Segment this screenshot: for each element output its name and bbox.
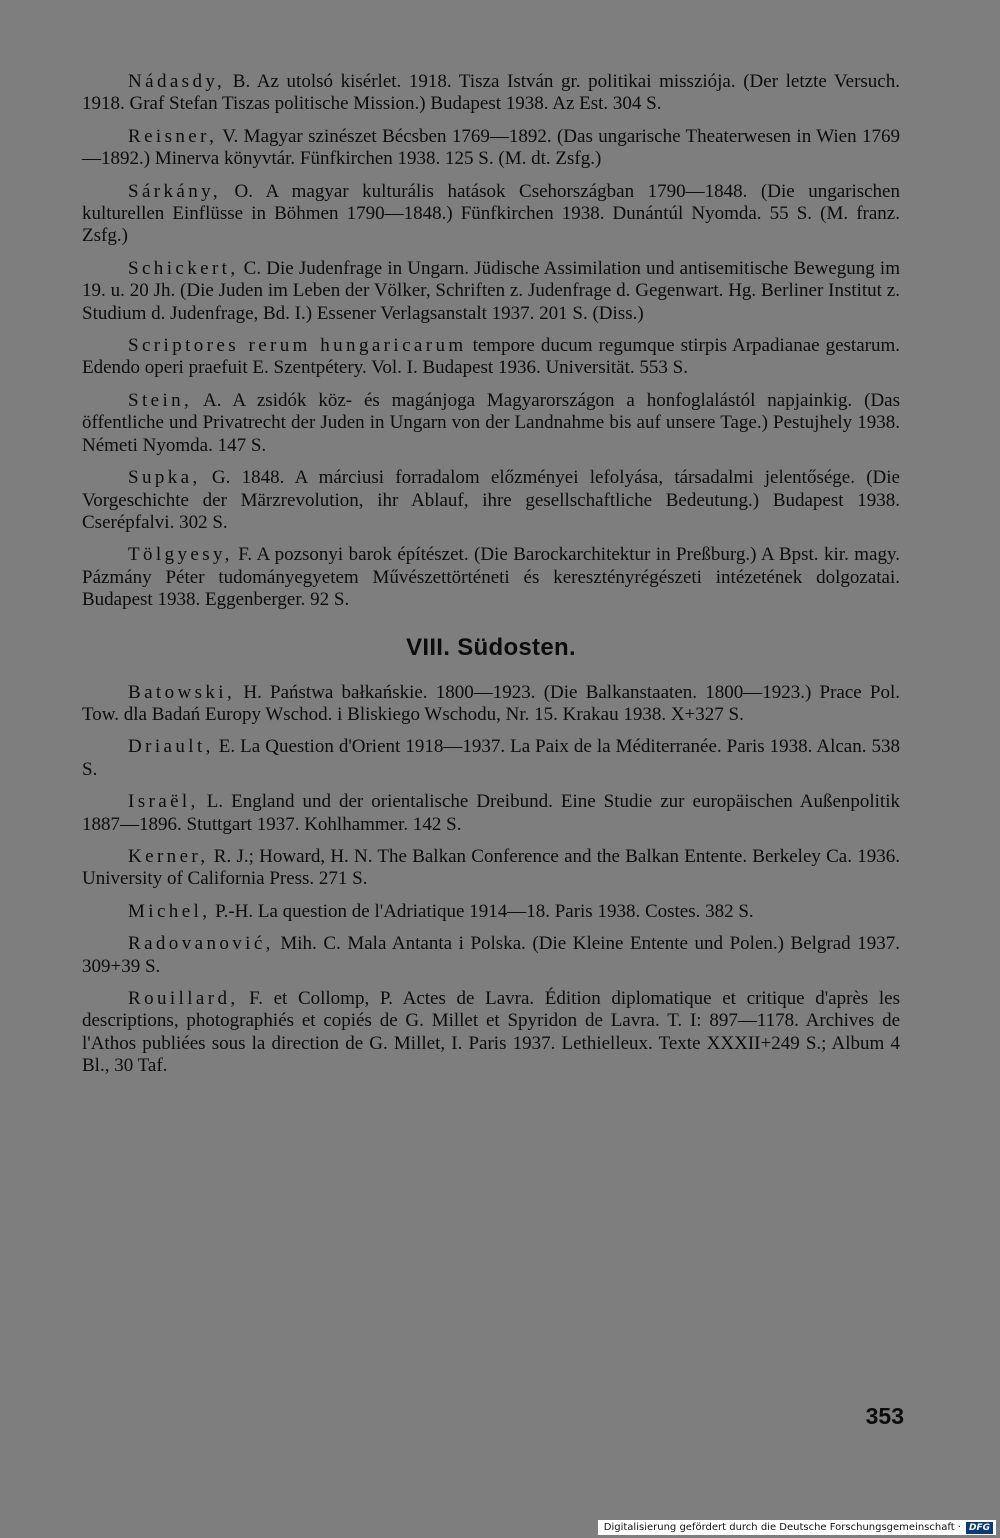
entry-author: Batowski,	[128, 681, 236, 703]
entry-details: F. A pozsonyi barok építészet. (Die Barockarchitektur in Preßburg.) A Bpst. kir. magy. Pázmány Péter tudományegyetem Művészettörténeti és keresztényrégészeti intézetének dolgozatai. Budapest 1938. Eggenberger. 92 S.	[82, 544, 900, 611]
entry-details: tempore ducum regumque stirpis Arpadianae gestarum. Edendo operi praefuit E. Szentpétery. Vol. I. Budapest 1936. Universität. 553 S.	[82, 335, 900, 379]
footer-text: Digitalisierung gefördert durch die Deutsche Forschungsgemeinschaft ·	[603, 1522, 961, 1533]
page-number: 353	[865, 1403, 904, 1429]
entry-author: Driault,	[128, 736, 214, 758]
bibliography-entry	[82, 390, 900, 457]
bibliography-entry	[82, 544, 900, 611]
entry-details: C. Die Judenfrage in Ungarn. Jüdische Assimilation und antisemitische Bewegung im 19. u. 20 Jh. (Die Juden im Leben der Völker, Schriften z. Judenfrage d. Gegenwart. Hg. Berliner Institut z. Studium d. Judenfrage, Bd. I.) Essener Verlagsanstalt 1937. 201 S. (Diss.)	[82, 257, 900, 324]
bibliography-entry	[82, 181, 900, 248]
bibliography-entry	[82, 71, 900, 116]
bibliography-entry	[82, 988, 900, 1078]
bibliography-entry	[82, 901, 900, 923]
entry-author: Stein,	[128, 389, 193, 411]
entry-details: B. Az utolsó kisérlet. 1918. Tisza István gr. politikai missziója. (Der letzte Versuch. 1918. Graf Stefan Tiszas politische Mission.) Budapest 1938. Az Est. 304 S.	[82, 71, 900, 115]
entry-details: F. et Collomp, P. Actes de Lavra. Édition diplomatique et critique d'après les descriptions, photographiés et copiés de G. Millet et Spyridon de Lavra. T. I: 897—1178. Archives de l'Athos publiées sous la direction de G. Millet, I. Paris 1937. Lethielleux. Texte XXXII+249 S.; Album 4 Bl., 30 Taf.	[82, 988, 900, 1077]
bibliography-entry	[82, 933, 900, 978]
bibliography-entry	[82, 126, 900, 171]
entry-details: E. La Question d'Orient 1918—1937. La Paix de la Méditerranée. Paris 1938. Alcan. 538 S.	[82, 736, 900, 780]
entry-author: Michel,	[128, 900, 211, 922]
entry-details: O. A magyar kulturális hatások Csehországban 1790—1848. (Die ungarischen kulturellen Einflüsse in Böhmen 1790—1848.) Fünfkirchen 1938. Dunántúl Nyomda. 55 S. (M. franz. Zsfg.)	[82, 180, 900, 247]
entry-author: Rouillard,	[128, 988, 239, 1009]
entry-author: Schickert,	[128, 257, 239, 279]
bibliography-entry	[82, 258, 900, 325]
entry-details: A. A zsidók köz- és magánjoga Magyarországon a honfoglalástól napjainkig. (Das öffentliche und Privatrecht der Juden in Ungarn von der Landnahme bis auf unsere Tage.) Pestujhely 1938. Németi Nyomda. 147 S.	[82, 389, 900, 456]
entry-author: Radovanović,	[128, 933, 274, 955]
entry-author: Scriptores rerum hungaricarum	[128, 335, 467, 357]
entry-details: R. J.; Howard, H. N. The Balkan Conference and the Balkan Entente. Berkeley Ca. 1936. University of California Press. 271 S.	[82, 845, 900, 890]
entry-author: Sárkány,	[128, 180, 221, 202]
bibliography-entry	[82, 846, 900, 891]
entry-details: G. 1848. A márciusi forradalom előzményei lefolyása, társadalmi jelentősége. (Die Vorgeschichte der Märzrevolution, ihr Ablauf, ihre gesellschaftliche Bedeutung.) Budapest 1938. Cserépfalvi. 302 S.	[82, 467, 900, 533]
bibliography-column	[82, 71, 900, 1088]
entry-details: L. England und der orientalische Dreibund. Eine Studie zur europäischen Außenpolitik 1887—1896. Stuttgart 1937. Kohlhammer. 142 S.	[82, 791, 900, 835]
entry-author: Israël,	[128, 791, 199, 813]
bibliography-entry	[82, 335, 900, 380]
bibliography-entry	[82, 736, 900, 781]
entry-details: H. Państwa bałkańskie. 1800—1923. (Die Balkanstaaten. 1800—1923.) Prace Pol. Tow. dla Badań Europy Wschod. i Bliskiego Wschodu, Nr. 15. Krakau 1938. X+327 S.	[82, 681, 900, 725]
bibliography-entry	[82, 467, 900, 534]
digitization-footer	[598, 1520, 996, 1535]
bibliography-entry	[82, 682, 900, 727]
bibliography-entry	[82, 791, 900, 836]
entry-author: Reisner,	[128, 125, 218, 147]
entries-after	[82, 682, 900, 1078]
entry-author: Supka,	[128, 467, 201, 489]
entry-details: V. Magyar szinészet Bécsben 1769—1892. (Das ungarische Theaterwesen in Wien 1769—1892.) Minerva könyvtár. Fünfkirchen 1938. 125 S. (M. dt. Zsfg.)	[82, 125, 900, 170]
section-heading: VIII. Südosten.	[406, 633, 576, 661]
entry-author: Kerner,	[128, 845, 209, 867]
entry-details: P.-H. La question de l'Adriatique 1914—18. Paris 1938. Costes. 382 S.	[210, 900, 754, 922]
entry-author: Tölgyesy,	[128, 544, 233, 566]
entries-before	[82, 71, 900, 612]
dfg-logo-icon: DFG	[966, 1522, 993, 1534]
entry-details: Mih. C. Mala Antanta i Polska. (Die Kleine Entente und Polen.) Belgrad 1937. 309+39 S.	[82, 933, 900, 977]
entry-author: Nádasdy,	[128, 71, 226, 92]
